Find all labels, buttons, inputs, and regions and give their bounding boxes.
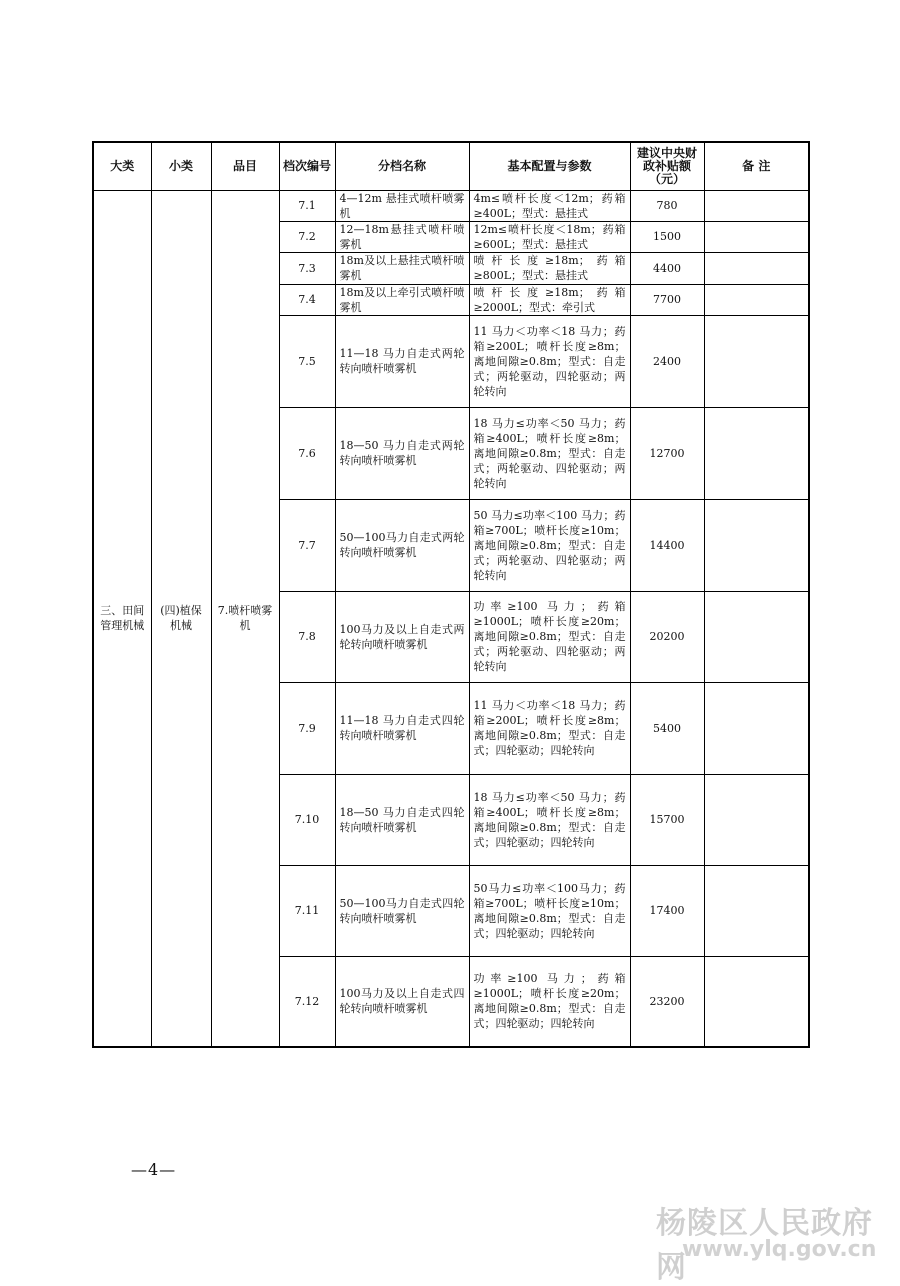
subsidy-cell: 2400	[630, 315, 704, 407]
subsidy-cell: 12700	[630, 407, 704, 499]
code-cell: 7.11	[279, 865, 335, 956]
spec-cell: 功率≥100 马力；药箱≥1000L；喷杆长度≥20m；离地间隙≥0.8m；型式：自走式；两轮驱动、四轮驱动；两轮转向	[469, 591, 630, 682]
subsidy-cell: 23200	[630, 956, 704, 1047]
header-code: 档次编号	[279, 142, 335, 190]
subsidy-table	[92, 141, 810, 1048]
code-cell: 7.8	[279, 591, 335, 682]
spec-cell: 18 马力≤功率＜50 马力；药箱≥400L；喷杆长度≥8m；离地间隙≥0.8m；型式：自走式；两轮驱动、四轮驱动；两轮转向	[469, 407, 630, 499]
note-cell	[704, 591, 809, 682]
name-cell: 18m及以上牵引式喷杆喷雾机	[335, 284, 469, 315]
spec-cell: 50马力≤功率＜100马力；药箱≥700L；喷杆长度≥10m；离地间隙≥0.8m；型式：自走式；四轮驱动；四轮转向	[469, 865, 630, 956]
note-cell	[704, 284, 809, 315]
note-cell	[704, 221, 809, 252]
header-subcategory: 小类	[151, 142, 211, 190]
header-row	[93, 142, 809, 190]
name-cell: 50—100马力自走式四轮转向喷杆喷雾机	[335, 865, 469, 956]
note-cell	[704, 190, 809, 221]
code-cell: 7.9	[279, 682, 335, 774]
header-subsidy: 建议中央财政补贴额（元）	[630, 142, 704, 190]
table-row	[93, 190, 809, 221]
code-cell: 7.12	[279, 956, 335, 1047]
code-cell: 7.10	[279, 774, 335, 865]
name-cell: 100马力及以上自走式两轮转向喷杆喷雾机	[335, 591, 469, 682]
watermark-url: www.ylq.gov.cn	[682, 1237, 877, 1262]
spec-cell: 18 马力≤功率＜50 马力；药箱≥400L；喷杆长度≥8m；离地间隙≥0.8m；型式：自走式；四轮驱动；四轮转向	[469, 774, 630, 865]
note-cell	[704, 252, 809, 284]
spec-cell: 12m≤喷杆长度＜18m；药箱≥600L；型式：悬挂式	[469, 221, 630, 252]
header-note: 备 注	[704, 142, 809, 190]
subsidy-cell: 15700	[630, 774, 704, 865]
subsidy-cell: 7700	[630, 284, 704, 315]
name-cell: 18—50 马力自走式两轮转向喷杆喷雾机	[335, 407, 469, 499]
spec-cell: 11 马力＜功率＜18 马力；药箱≥200L；喷杆长度≥8m；离地间隙≥0.8m；型式：自走式；两轮驱动，四轮驱动；两轮转向	[469, 315, 630, 407]
spec-cell: 喷杆长度≥18m；药箱≥800L；型式：悬挂式	[469, 252, 630, 284]
note-cell	[704, 315, 809, 407]
header-item: 品目	[211, 142, 279, 190]
code-cell: 7.3	[279, 252, 335, 284]
subsidy-cell: 14400	[630, 499, 704, 591]
spec-cell: 喷杆长度≥18m；药箱≥2000L；型式：牵引式	[469, 284, 630, 315]
name-cell: 4—12m 悬挂式喷杆喷雾机	[335, 190, 469, 221]
note-cell	[704, 865, 809, 956]
note-cell	[704, 774, 809, 865]
subcategory-cell: (四)植保机械	[151, 190, 211, 1047]
subsidy-cell: 4400	[630, 252, 704, 284]
code-cell: 7.4	[279, 284, 335, 315]
spec-cell: 11 马力＜功率＜18 马力；药箱≥200L；喷杆长度≥8m；离地间隙≥0.8m；型式：自走式；四轮驱动；四轮转向	[469, 682, 630, 774]
spec-cell: 功率≥100 马力；药箱≥1000L；喷杆长度≥20m；离地间隙≥0.8m；型式：自走式；四轮驱动；四轮转向	[469, 956, 630, 1047]
name-cell: 11—18 马力自走式两轮转向喷杆喷雾机	[335, 315, 469, 407]
note-cell	[704, 682, 809, 774]
subsidy-cell: 1500	[630, 221, 704, 252]
subsidy-cell: 5400	[630, 682, 704, 774]
note-cell	[704, 956, 809, 1047]
code-cell: 7.5	[279, 315, 335, 407]
code-cell: 7.7	[279, 499, 335, 591]
code-cell: 7.1	[279, 190, 335, 221]
spec-cell: 50 马力≤功率＜100 马力；药箱≥700L；喷杆长度≥10m；离地间隙≥0.8m；型式：自走式；两轮驱动、四轮驱动；两轮转向	[469, 499, 630, 591]
item-cell: 7.喷杆喷雾机	[211, 190, 279, 1047]
header-spec: 基本配置与参数	[469, 142, 630, 190]
code-cell: 7.6	[279, 407, 335, 499]
note-cell	[704, 499, 809, 591]
name-cell: 12—18m悬挂式喷杆喷雾机	[335, 221, 469, 252]
header-category: 大类	[93, 142, 151, 190]
code-cell: 7.2	[279, 221, 335, 252]
name-cell: 100马力及以上自走式四轮转向喷杆喷雾机	[335, 956, 469, 1047]
note-cell	[704, 407, 809, 499]
page-number: —4—	[131, 1160, 177, 1179]
header-name: 分档名称	[335, 142, 469, 190]
category-cell: 三、田间管理机械	[93, 190, 151, 1047]
name-cell: 11—18 马力自走式四轮转向喷杆喷雾机	[335, 682, 469, 774]
subsidy-cell: 20200	[630, 591, 704, 682]
spec-cell: 4m≤喷杆长度＜12m；药箱≥400L；型式：悬挂式	[469, 190, 630, 221]
name-cell: 18m及以上悬挂式喷杆喷雾机	[335, 252, 469, 284]
name-cell: 18—50 马力自走式四轮转向喷杆喷雾机	[335, 774, 469, 865]
watermark-name: 杨陵区人民政府网	[656, 1206, 873, 1285]
subsidy-cell: 780	[630, 190, 704, 221]
subsidy-cell: 17400	[630, 865, 704, 956]
name-cell: 50—100马力自走式两轮转向喷杆喷雾机	[335, 499, 469, 591]
